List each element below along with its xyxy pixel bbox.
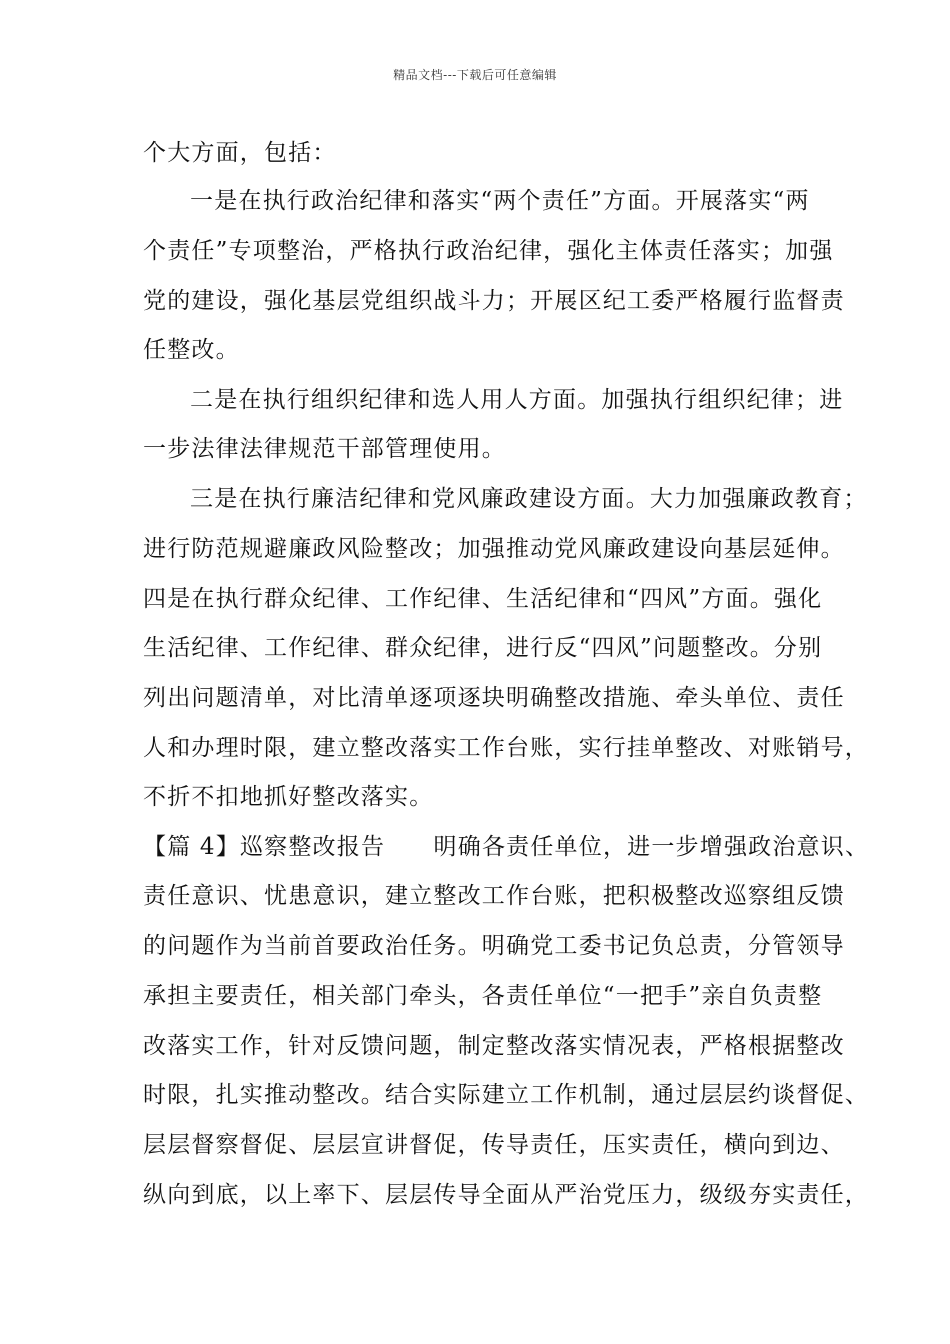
text-line: 四是在执行群众纪律、工作纪律、生活纪律和“四风”方面。强化: [143, 586, 823, 612]
text-line: 不折不扣地抓好整改落实。: [143, 784, 434, 810]
text-line: 生活纪律、工作纪律、群众纪律，进行反“四风”问题整改。分别: [143, 635, 823, 661]
text-line: 时限，扎实推动整改。结合实际建立工作机制，通过层层约谈督促、: [143, 1082, 869, 1108]
text-line: 个责任”专项整治，严格执行政治纪律，强化主体责任落实；加强: [143, 238, 834, 264]
text-line: 层层督察督促、层层宣讲督促，传导责任，压实责任，横向到边、: [143, 1132, 845, 1158]
text-line: 进行防范规避廉政风险整改；加强推动党风廉政建设向基层延伸。: [143, 536, 845, 562]
text-line: 纵向到底，以上率下、层层传导全面从严治党压力，级级夯实责任，: [143, 1182, 869, 1208]
page-header: 精品文档---下载后可任意编辑: [393, 68, 557, 82]
text-line: 人和办理时限，建立整改落实工作台账，实行挂单整改、对账销号，: [143, 735, 869, 761]
section-heading-line: 【篇 4】巡察整改报告 明确各责任单位，进一步增强政治意识、: [143, 834, 870, 860]
text-line: 一步法律法律规范干部管理使用。: [143, 436, 506, 462]
paragraph-start-line: 三是在执行廉洁纪律和党风廉政建设方面。大力加强廉政教育；: [190, 486, 868, 512]
text-line: 责任意识、忧患意识，建立整改工作台账，把积极整改巡察组反馈: [143, 883, 845, 909]
text-line: 改落实工作，针对反馈问题，制定整改落实情况表，严格根据整改: [143, 1033, 845, 1059]
text-line: 党的建设，强化基层党组织战斗力；开展区纪工委严格履行监督责: [143, 288, 845, 314]
text-line: 列出问题清单，对比清单逐项逐块明确整改措施、牵头单位、责任: [143, 685, 845, 711]
text-line: 个大方面，包括：: [143, 140, 337, 166]
paragraph-start-line: 二是在执行组织纪律和选人用人方面。加强执行组织纪律；进: [190, 387, 844, 413]
text-line: 任整改。: [143, 337, 240, 363]
text-line: 的问题作为当前首要政治任务。明确党工委书记负总责，分管领导: [143, 933, 845, 959]
paragraph-start-line: 一是在执行政治纪律和落实“两个责任”方面。开展落实“两: [190, 188, 810, 214]
text-line: 承担主要责任，相关部门牵头，各责任单位“一把手”亲自负责整: [143, 983, 823, 1009]
